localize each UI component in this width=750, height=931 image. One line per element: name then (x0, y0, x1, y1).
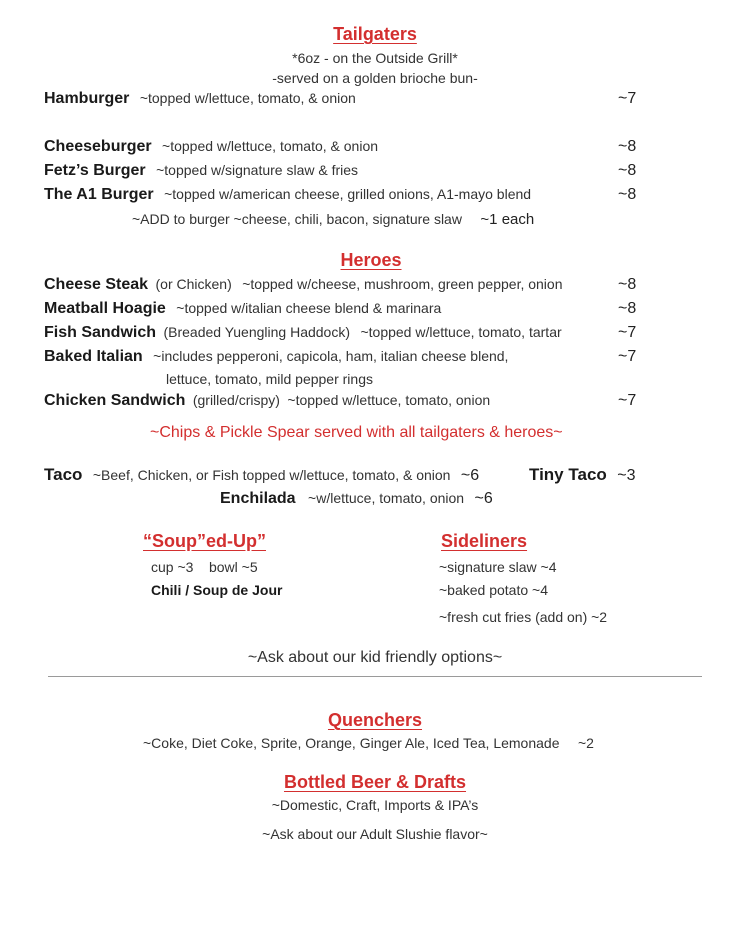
menu-item-cheese-steak (44, 276, 563, 294)
menu-item-tiny-taco (529, 465, 635, 485)
menu-item-cheeseburger (44, 138, 378, 156)
item-variant: (grilled/crispy) (192, 392, 280, 408)
item-name: Meatball Hoagie (44, 300, 166, 317)
soup-types: Chili / Soup de Jour (151, 582, 283, 598)
tailgaters-note-grill: *6oz - on the Outside Grill* (292, 50, 458, 66)
item-name: Fish Sandwich (44, 324, 157, 341)
item-name: The A1 Burger (44, 186, 154, 203)
beer-types: ~Domestic, Craft, Imports & IPA’s (271, 797, 479, 813)
tailgaters-note-bun: -served on a golden brioche bun- (272, 70, 478, 86)
item-desc: ~topped w/american cheese, grilled onions, A1-mayo blend (164, 186, 532, 202)
item-desc: ~Beef, Chicken, or Fish topped w/lettuce, tomato, & onion (92, 467, 451, 483)
item-name: Cheeseburger (44, 138, 152, 155)
menu-item-taco (44, 465, 479, 485)
heroes-title: Heroes (340, 250, 402, 270)
item-name: Tiny Taco (529, 465, 607, 484)
menu-item-chicken-sandwich (44, 392, 490, 410)
item-desc: ~topped w/lettuce, tomato, & onion (162, 138, 379, 154)
item-name: Enchilada (220, 490, 296, 507)
menu-item-hamburger (44, 90, 356, 108)
item-price: ~7 (618, 90, 637, 107)
item-name: Chicken Sandwich (44, 392, 186, 409)
adult-slushie-note: ~Ask about our Adult Slushie flavor~ (262, 826, 488, 842)
beer-title: Bottled Beer & Drafts (283, 772, 467, 792)
soup-title: “Soup”ed-Up” (143, 531, 266, 551)
section-divider (48, 676, 702, 677)
menu-item-enchilada (220, 490, 493, 508)
item-name: Hamburger (44, 90, 130, 107)
item-price: ~8 (618, 186, 637, 203)
soup-sizes: cup ~3 bowl ~5 (151, 559, 258, 575)
item-desc: ~topped w/lettuce, tomato, & onion (139, 90, 356, 106)
item-desc: ~topped w/cheese, mushroom, green pepper, onion (242, 276, 563, 292)
item-desc-continued: lettuce, tomato, mild pepper rings (166, 371, 373, 387)
menu-item-baked-italian (44, 348, 508, 366)
item-desc: ~includes pepperoni, capicola, ham, italian cheese blend, (153, 348, 509, 364)
item-price: ~8 (618, 162, 637, 179)
item-price: ~7 (618, 324, 637, 341)
item-price: ~8 (618, 276, 637, 293)
quenchers-title: Quenchers (327, 710, 423, 730)
item-price: ~8 (618, 300, 637, 317)
item-name: Fetz’s Burger (44, 162, 146, 179)
sideliner-item-slaw: ~signature slaw ~4 (439, 559, 557, 575)
item-price: ~6 (474, 490, 493, 507)
item-desc: ~topped w/italian cheese blend & marinara (176, 300, 442, 316)
burger-addon-line (132, 211, 534, 229)
kid-friendly-note: ~Ask about our kid friendly options~ (247, 649, 503, 666)
item-desc: ~topped w/lettuce, tomato, onion (287, 392, 491, 408)
item-name: Baked Italian (44, 348, 143, 365)
item-desc: ~topped w/signature slaw & fries (156, 162, 359, 178)
item-variant: (Breaded Yuengling Haddock) (163, 324, 351, 340)
menu-item-meatball-hoagie (44, 300, 441, 318)
addon-price: ~1 each (480, 211, 535, 228)
item-price: ~8 (618, 138, 637, 155)
sideliner-item-potato: ~baked potato ~4 (439, 582, 548, 598)
drinks-price: ~2 (577, 735, 594, 751)
chips-pickle-note: ~Chips & Pickle Spear served with all tailgaters & heroes~ (150, 424, 563, 441)
quenchers-line (143, 735, 594, 753)
item-variant: (or Chicken) (155, 276, 232, 292)
item-name: Cheese Steak (44, 276, 149, 293)
sideliners-title: Sideliners (441, 531, 528, 551)
tailgaters-title: Tailgaters (333, 24, 417, 44)
item-price: ~7 (618, 348, 637, 365)
drinks-list: ~Coke, Diet Coke, Sprite, Orange, Ginger Ale, Iced Tea, Lemonade (143, 735, 560, 751)
menu-item-fetzs-burger (44, 162, 358, 180)
item-desc: ~w/lettuce, tomato, onion (308, 490, 465, 506)
item-price: ~6 (460, 467, 480, 484)
menu-item-a1-burger (44, 186, 531, 204)
item-desc: ~topped w/lettuce, tomato, tartar (360, 324, 562, 340)
addon-text: ~ADD to burger ~cheese, chili, bacon, signature slaw (132, 211, 462, 227)
menu-item-fish-sandwich (44, 324, 562, 342)
sideliner-item-fries: ~fresh cut fries (add on) ~2 (439, 609, 608, 625)
item-name: Taco (44, 465, 83, 484)
item-price: ~3 (617, 467, 636, 484)
item-price: ~7 (618, 392, 637, 409)
